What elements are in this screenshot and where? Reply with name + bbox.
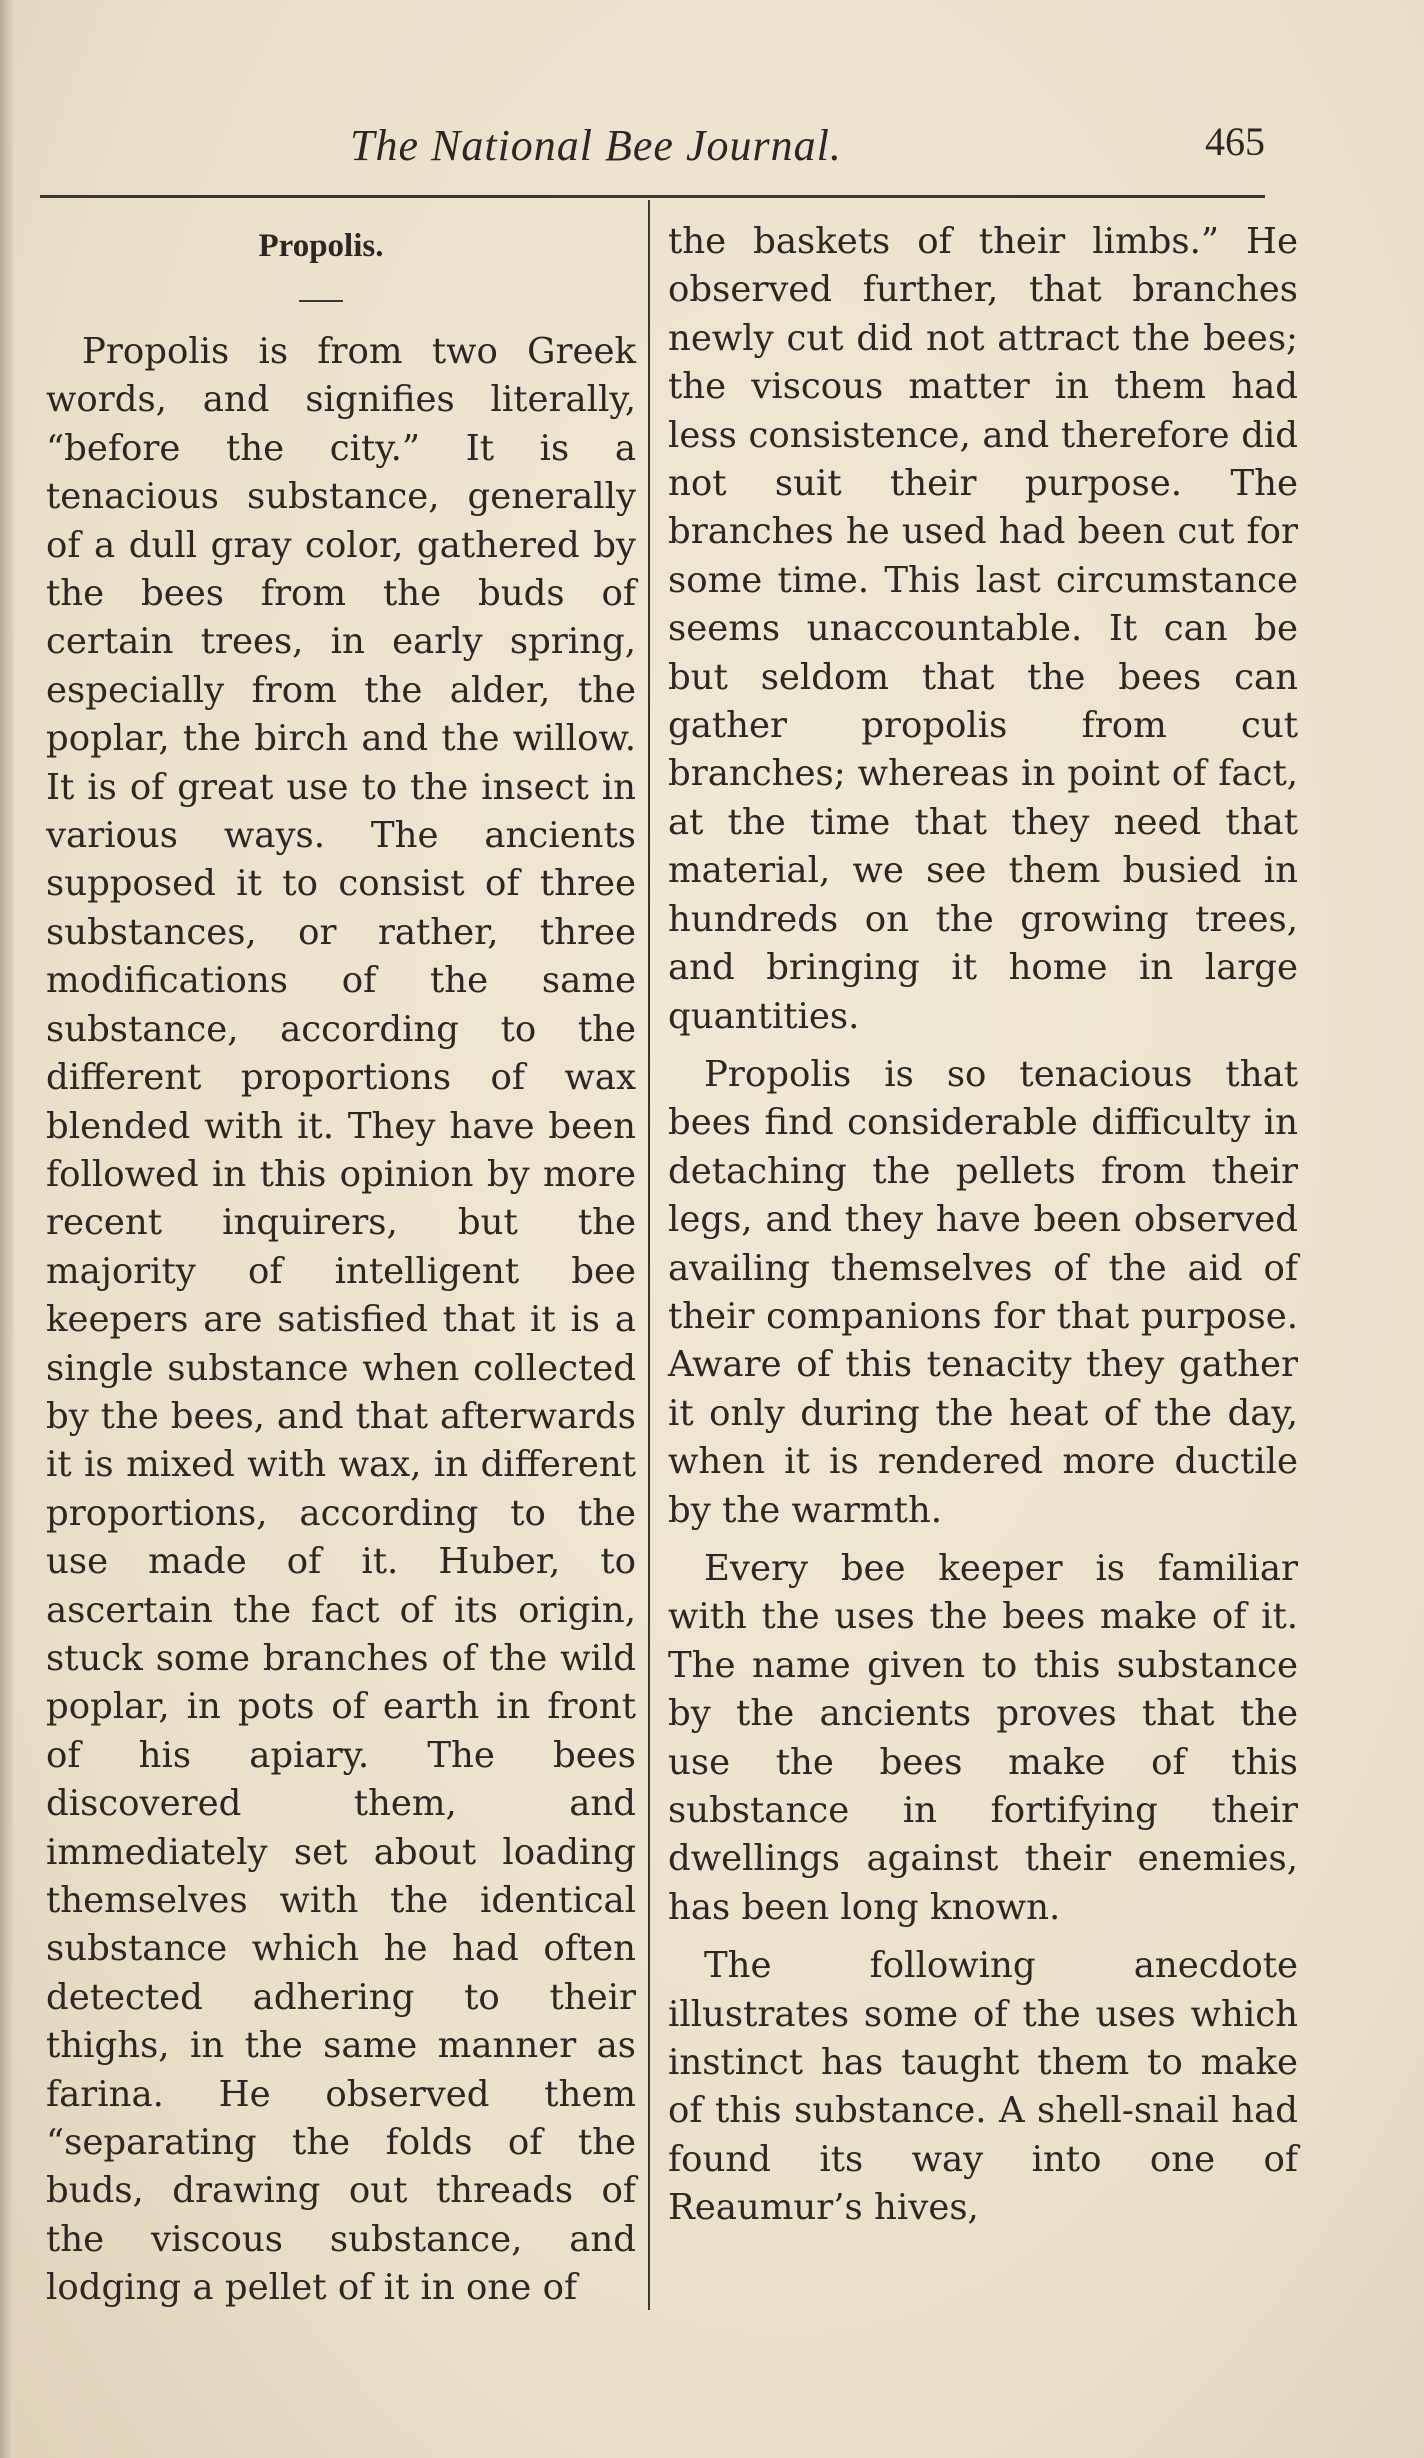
right-paragraph-2: Propolis is so tenacious that bees find considerable difficulty in detaching the pellets from their legs, and they have been observed availing themselves of the aid of their companions for that purpose. Aware of this tenacity they gather it only during the heat of the day, when it is rendered more ductile by the warmth. <box>668 1053 1298 1531</box>
title-separator <box>299 300 343 302</box>
right-paragraph-4: The following anecdote illustrates some of the uses which instinct has taught them to make of this substance. A shell-snail had found its way into one of Reaumur’s hives, <box>668 1945 1298 2229</box>
right-column <box>668 218 1298 2233</box>
page-number: 465 <box>1205 119 1265 164</box>
article-title: Propolis. <box>258 228 384 264</box>
header-rule <box>40 195 1265 198</box>
right-paragraph-3: Every bee keeper is familiar with the uses the bees make of it. The name given to this substance by the ancients proves that the use the bees make of this substance in fortifying their dwellings against their enemies, has been long known. <box>668 1547 1298 1928</box>
right-paragraph-1: the baskets of their limbs.” He observed further, that branches newly cut did not attract the bees; the viscous matter in them had less consistence, and therefore did not suit their purpose. The branches he used had been cut for some time. This last circumstance seems unaccountable. It can be but seldom that the bees can gather propolis from cut branches; whereas in point of fact, at the time that they need that material, we see them busied in hundreds on the growing trees, and bringing it home in large quantities. <box>668 221 1298 1037</box>
journal-title: The National Bee Journal. <box>350 121 842 170</box>
left-column <box>46 222 636 2313</box>
left-paragraph-1: Propolis is from two Greek words, and signifies literally, “before the city.” It is a tenacious substance, generally of a dull gray color, gathered by the bees from the buds of certain trees, in early spring, especially from the alder, the poplar, the birch and the willow. It is of great use to the insect in various ways. The ancients supposed it to consist of three substances, or rather, three modifications of the same substance, according to the different proportions of wax blended with it. They have been followed in this opinion by more recent inquirers, but the majority of intelligent bee keepers are satisfied that it is a single substance when collected by the bees, and that afterwards it is mixed with wax, in different proportions, according to the use made of it. Huber, to ascertain the fact of its origin, stuck some branches of the wild poplar, in pots of earth in front of his apiary. The bees discovered them, and immediately set about loading themselves with the identical substance which he had often detected adhering to their thighs, in the same manner as farina. He observed them “separating the folds of the buds, drawing out threads of the viscous substance, and lodging a pellet of it in one of <box>46 331 636 2309</box>
running-head <box>40 110 1265 180</box>
page-spine-shadow <box>0 0 14 2458</box>
column-divider <box>648 200 650 2310</box>
